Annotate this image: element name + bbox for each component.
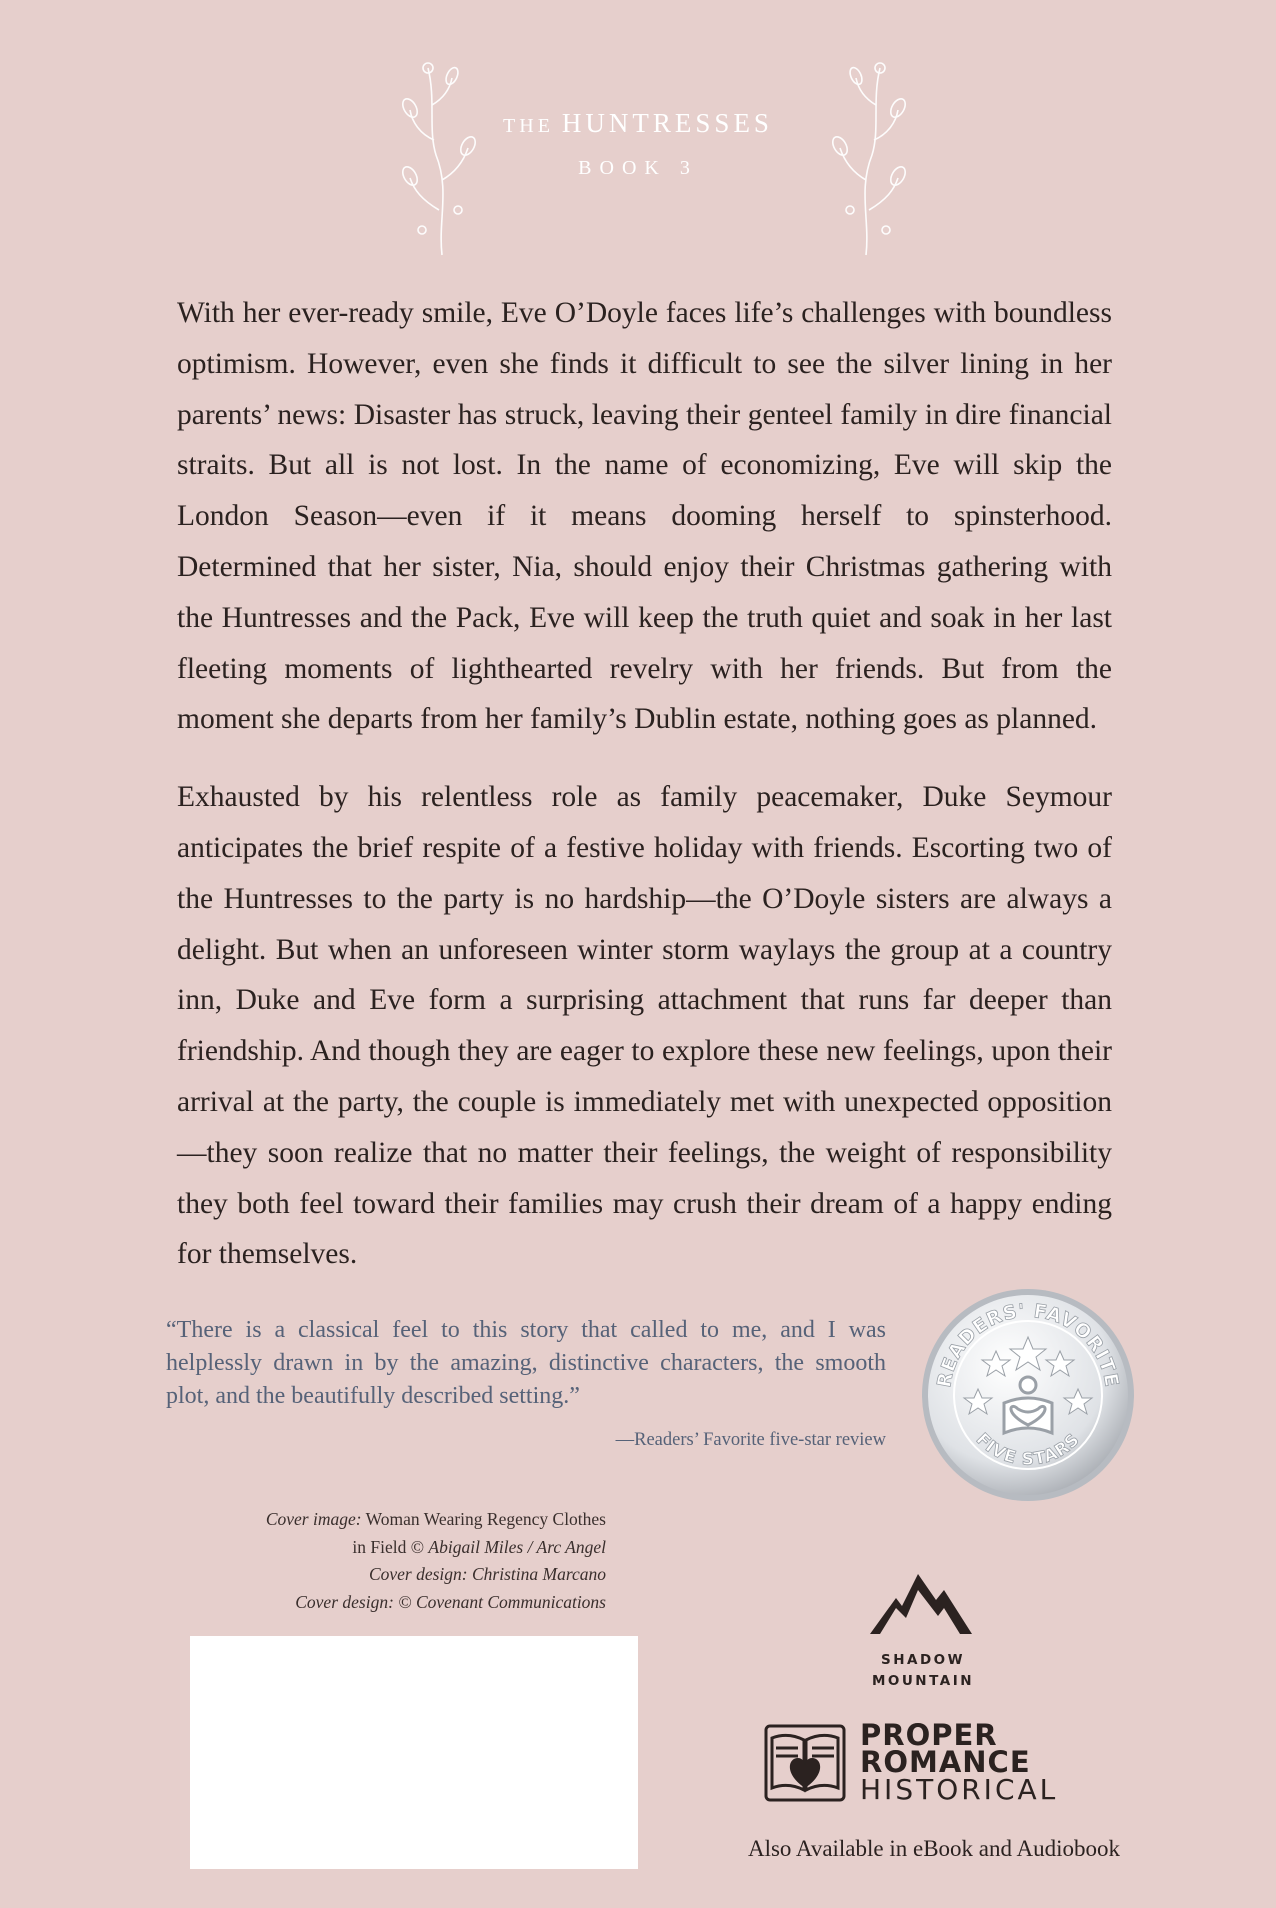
prh-line3: HISTORICAL	[860, 1773, 1059, 1806]
book-number: BOOK 3	[578, 157, 698, 179]
credit-label: Cover image:	[265, 1509, 362, 1529]
credit-text: in Field ©	[352, 1536, 429, 1557]
mountain-logo-icon	[866, 1568, 976, 1638]
barcode-area	[190, 1636, 638, 1869]
book-blurb	[177, 288, 1112, 1307]
badge-top-text: READERS' FAVORITE	[933, 1299, 1123, 1390]
review-attribution: —Readers’ Favorite five-star review	[615, 1430, 886, 1450]
credit-photographer: Abigail Miles / Arc Angel	[428, 1536, 606, 1557]
also-available: Also Available in eBook and Audiobook	[747, 1836, 1120, 1861]
prh-line2: ROMANCE	[860, 1745, 1031, 1779]
credit-text: Woman Wearing Regency Clothes	[361, 1509, 606, 1529]
prh-line1: PROPER	[860, 1718, 998, 1752]
blurb-paragraph: With her ever-ready smile, Eve O’Doyle faces life’s challenges with boundless optimism. However, even she finds it difficult to see the silver lining in her parents’ news: Disaster has struck, leaving their genteel family in dire financial straits. But all is not lost. In the name of economizing, Eve will skip the London Season—even if it means dooming herself to spinsterhood. Determined that her sister, Nia, should enjoy their Christmas gathering with the Huntresses and the Pack, Eve will keep the truth quiet and soak in her last fleeting moments of lighthearted revelry with her friends. But from the moment she departs from her family’s Dublin estate, nothing goes as planned.	[177, 297, 1112, 736]
series-prefix: THE	[503, 115, 554, 137]
open-book-heart-icon	[762, 1722, 848, 1804]
review-quote: “There is a classical feel to this story that called to me, and I was helplessly drawn in by the amazing, distinctive characters, the smooth plot, and the beautifully described setting.”	[166, 1317, 886, 1409]
shadow-mountain-wordmark	[850, 1650, 996, 1692]
shadow-line2: MOUNTAIN	[871, 1673, 975, 1689]
series-title	[0, 108, 1276, 139]
series-name: HUNTRESSES	[561, 108, 773, 138]
credit-designer: Cover design: Christina Marcano	[368, 1564, 606, 1584]
badge-bottom-text: FIVE STARS	[971, 1429, 1085, 1470]
credit-publisher: Cover design: © Covenant Communications	[295, 1591, 606, 1612]
proper-romance-wordmark	[860, 1718, 1059, 1806]
shadow-line1: SHADOW	[880, 1652, 966, 1668]
blurb-paragraph: Exhausted by his relentless role as family peacemaker, Duke Seymour anticipates the brief respite of a festive holiday with friends. Escorting two of the Huntresses to the party is no hardship—the O’Doyle sisters are always a delight. But when an unforeseen winter storm waylays the group at a country inn, Duke and Eve form a surprising attachment that runs far deeper than friendship. And though they are eager to explore these new feelings, upon their arrival at the party, the couple is immediately met with unexpected opposition—they soon realize that no matter their feelings, the weight of responsibility they both feel toward their families may crush their dream of a happy ending for themselves.	[177, 781, 1112, 1271]
readers-favorite-badge-icon	[918, 1285, 1138, 1505]
cover-credits	[170, 1506, 606, 1616]
